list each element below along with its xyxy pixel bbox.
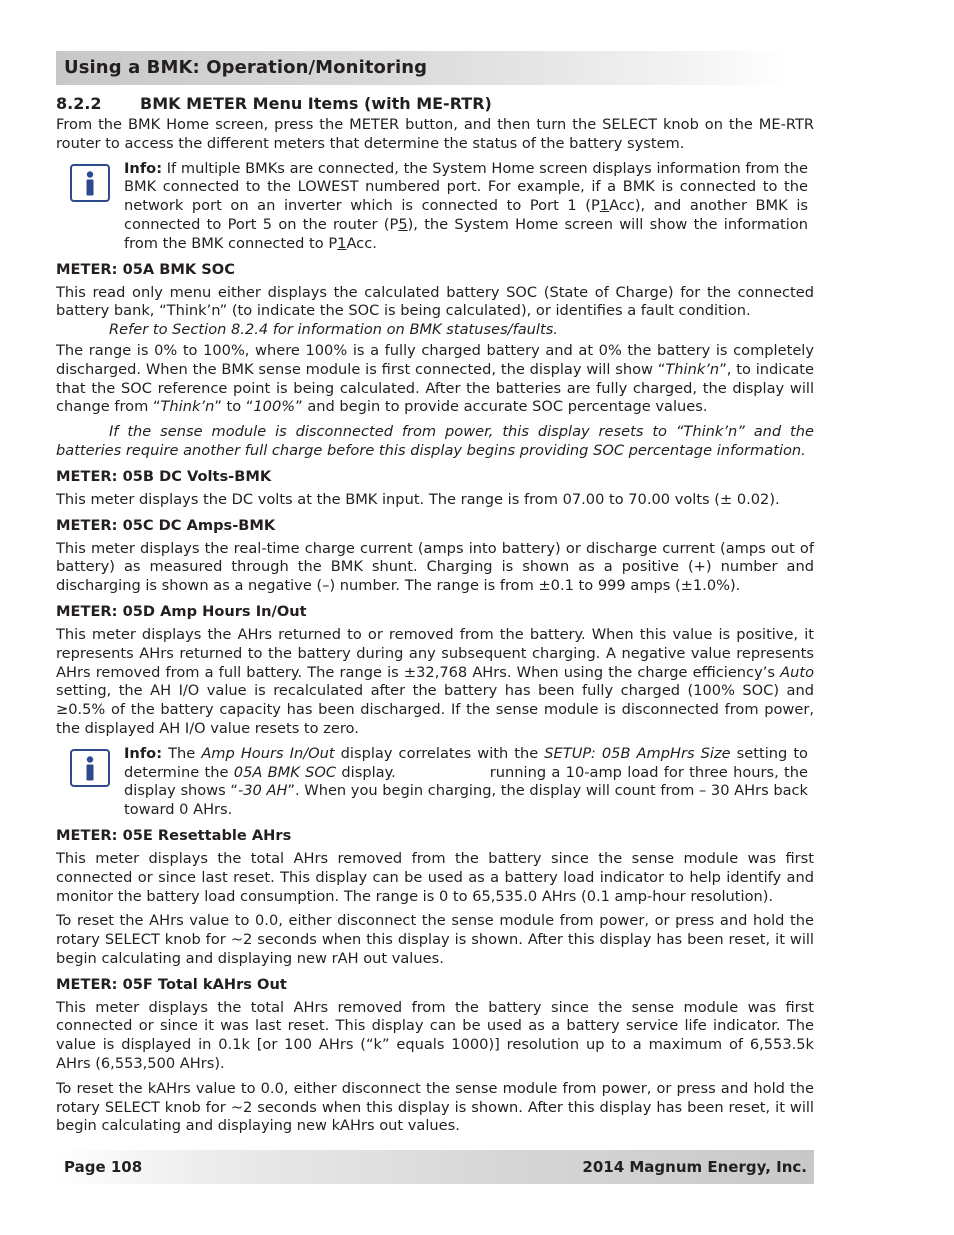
meter-05f-paragraph-1: This meter displays the total AHrs removed from the battery since the sense module was first connected or since it was last reset. This display can be used as a battery service life indicator. The value is displayed in 0.1k [or 100 AHrs (“k” equals 1000)] resolution up to a maximum of 6,553.5k AHrs (6,553,500 AHrs).	[56, 998, 814, 1073]
info-italic: SETUP: 05B AmpHrs Size	[544, 744, 731, 762]
meter-05e-paragraph-1: This meter displays the total AHrs removed from the battery since the sense module was first connected or since last reset. This display can be used as a battery load indicator to help identify and monitor the battery load consumption. The range is 0 to 65,535.0 AHrs (0.1 amp-hour resolution).	[56, 849, 814, 905]
meter-05e-heading: METER: 05E Resettable AHrs	[56, 826, 292, 844]
info-icon	[70, 749, 110, 787]
info-italic: Amp Hours In/Out	[201, 744, 335, 762]
footer-copyright: 2014 Magnum Energy, Inc.	[582, 1158, 807, 1176]
section-heading	[56, 94, 814, 113]
meter-05d-italic: Auto	[780, 663, 814, 681]
meter-05a-text: This read only menu either displays the calculated battery SOC (State of Charge) for the connected battery bank, “Think’n” (to indicate the SOC is being calculated), or identifies a fault condition.	[56, 283, 814, 320]
info-label: Info:	[124, 159, 163, 177]
meter-05a-text: ”, to indicate that the SOC reference point is being calculated. After the batteries are fully charged, the display will change from “	[56, 360, 814, 416]
port-number: 1	[337, 234, 347, 252]
meter-05a-paragraph-3: If the sense module is disconnected from power, this display resets to “Think’n” and the batteries require another full charge before this display begins providing SOC percentage information.	[56, 423, 814, 459]
meter-05b-paragraph: This meter displays the DC volts at the BMK input. The range is from 07.00 to 70.00 volts (± 0.02).	[56, 490, 780, 508]
meter-05a-text: The range is 0% to 100%, where 100% is a fully charged battery and at 0% the battery is completely discharged. When the BMK sense module is first connected, the display will show “	[56, 341, 814, 378]
info-icon	[70, 164, 110, 202]
port-number: 5	[398, 215, 408, 233]
info-text-part: The	[162, 744, 202, 762]
info-text-part: ”. When you begin charging, the display will count from – 30 AHrs back toward 0 AHrs.	[124, 782, 809, 819]
page-header-title: Using a BMK: Operation/Monitoring	[64, 57, 428, 78]
info-text-part: running a 10-amp load for three hours, the display shows “	[124, 763, 809, 800]
meter-05d-text: setting, the AH I/O value is recalculated after the battery has been fully charged (100% SOC) and ≥0.5% of the battery capacity has been discharged. If the sense module is disconnected from power, the displayed AH I/O value resets to zero.	[56, 682, 814, 737]
section-title: BMK METER Menu Items (with ME-RTR)	[140, 94, 492, 113]
info-italic: 05A BMK SOC	[233, 763, 337, 781]
meter-05a-heading: METER: 05A BMK SOC	[56, 260, 235, 278]
info-text-part: Acc), and another BMK is connected to Port 5 on the router (P	[124, 197, 808, 233]
info-label: Info:	[124, 744, 163, 762]
info-note-2	[56, 745, 814, 820]
meter-05a-italic: 100%	[253, 398, 296, 416]
info-note-1	[56, 160, 814, 254]
info-note-2-text	[124, 745, 808, 820]
info-italic: -30 AH	[237, 782, 288, 800]
meter-05a-text: ” to “	[214, 398, 254, 416]
intro-paragraph: From the BMK Home screen, press the METER button, and then turn the SELECT knob on the ME-RTR router to access the different meters that determine the status of the battery system.	[56, 116, 814, 152]
meter-05a-paragraph-2	[56, 342, 814, 417]
meter-05a-italic: Think’n	[665, 360, 720, 378]
meter-05a-italic: Think’n	[160, 398, 215, 416]
meter-05d-paragraph	[56, 626, 814, 739]
port-number: 1	[599, 197, 610, 215]
info-text-part: display.	[336, 763, 396, 781]
meter-05c-heading: METER: 05C DC Amps-BMK	[56, 516, 276, 534]
meter-05d-heading: METER: 05D Amp Hours In/Out	[56, 602, 307, 620]
page-content	[56, 94, 814, 1142]
section-number: 8.2.2	[56, 94, 102, 113]
meter-05f-paragraph-2: To reset the kAHrs value to 0.0, either disconnect the sense module from power, or press and hold the rotary SELECT knob for ~2 seconds when this display is shown. After this display has been reset, it will begin calculating and displaying new kAHrs out values.	[56, 1079, 814, 1135]
meter-05c-paragraph: This meter displays the real-time charge current (amps into battery) or discharge current (amps out of battery) as measured through the BMK shunt. Charging is shown as a positive (+) number and discharging is shown as a negative (–) number. The range is from ±0.1 to 999 amps (±1.0%).	[56, 539, 814, 595]
info-note-1-text	[124, 160, 808, 254]
info-text-part: display correlates with the	[334, 744, 545, 762]
meter-05a-note: Refer to Section 8.2.4 for information on BMK statuses/faults.	[109, 321, 558, 339]
meter-05f-heading: METER: 05F Total kAHrs Out	[56, 975, 287, 993]
meter-05d-text: This meter displays the AHrs returned to or removed from the battery. When this value is positive, it represents AHrs returned to the battery during any subsequent charging. A negative value represents AHrs removed from a full battery. The range is ±32,768 AHrs. When using the charge efficiency’s	[56, 625, 814, 681]
meter-05b-heading: METER: 05B DC Volts-BMK	[56, 467, 272, 485]
info-text-part: Acc.	[346, 234, 377, 252]
meter-05a-paragraph-1	[56, 284, 814, 340]
info-text-part: setting to determine the	[124, 744, 808, 781]
info-text-part: ), the System Home screen will show the information from the BMK connected to P	[124, 215, 809, 252]
info-text-part: If multiple BMKs are connected, the System Home screen displays information from the BMK connected to the LOWEST numbered port. For example, if a BMK is connected to the network port on an inverter which is connected to Port 1 (P	[124, 159, 808, 215]
meter-05e-paragraph-2: To reset the AHrs value to 0.0, either disconnect the sense module from power, or press and hold the rotary SELECT knob for ~2 seconds when this display is shown. After this display has been reset, it will begin calculating and displaying new rAH out values.	[56, 912, 814, 967]
page-number: Page 108	[64, 1158, 143, 1176]
meter-05a-text: ” and begin to provide accurate SOC percentage values.	[295, 398, 708, 416]
